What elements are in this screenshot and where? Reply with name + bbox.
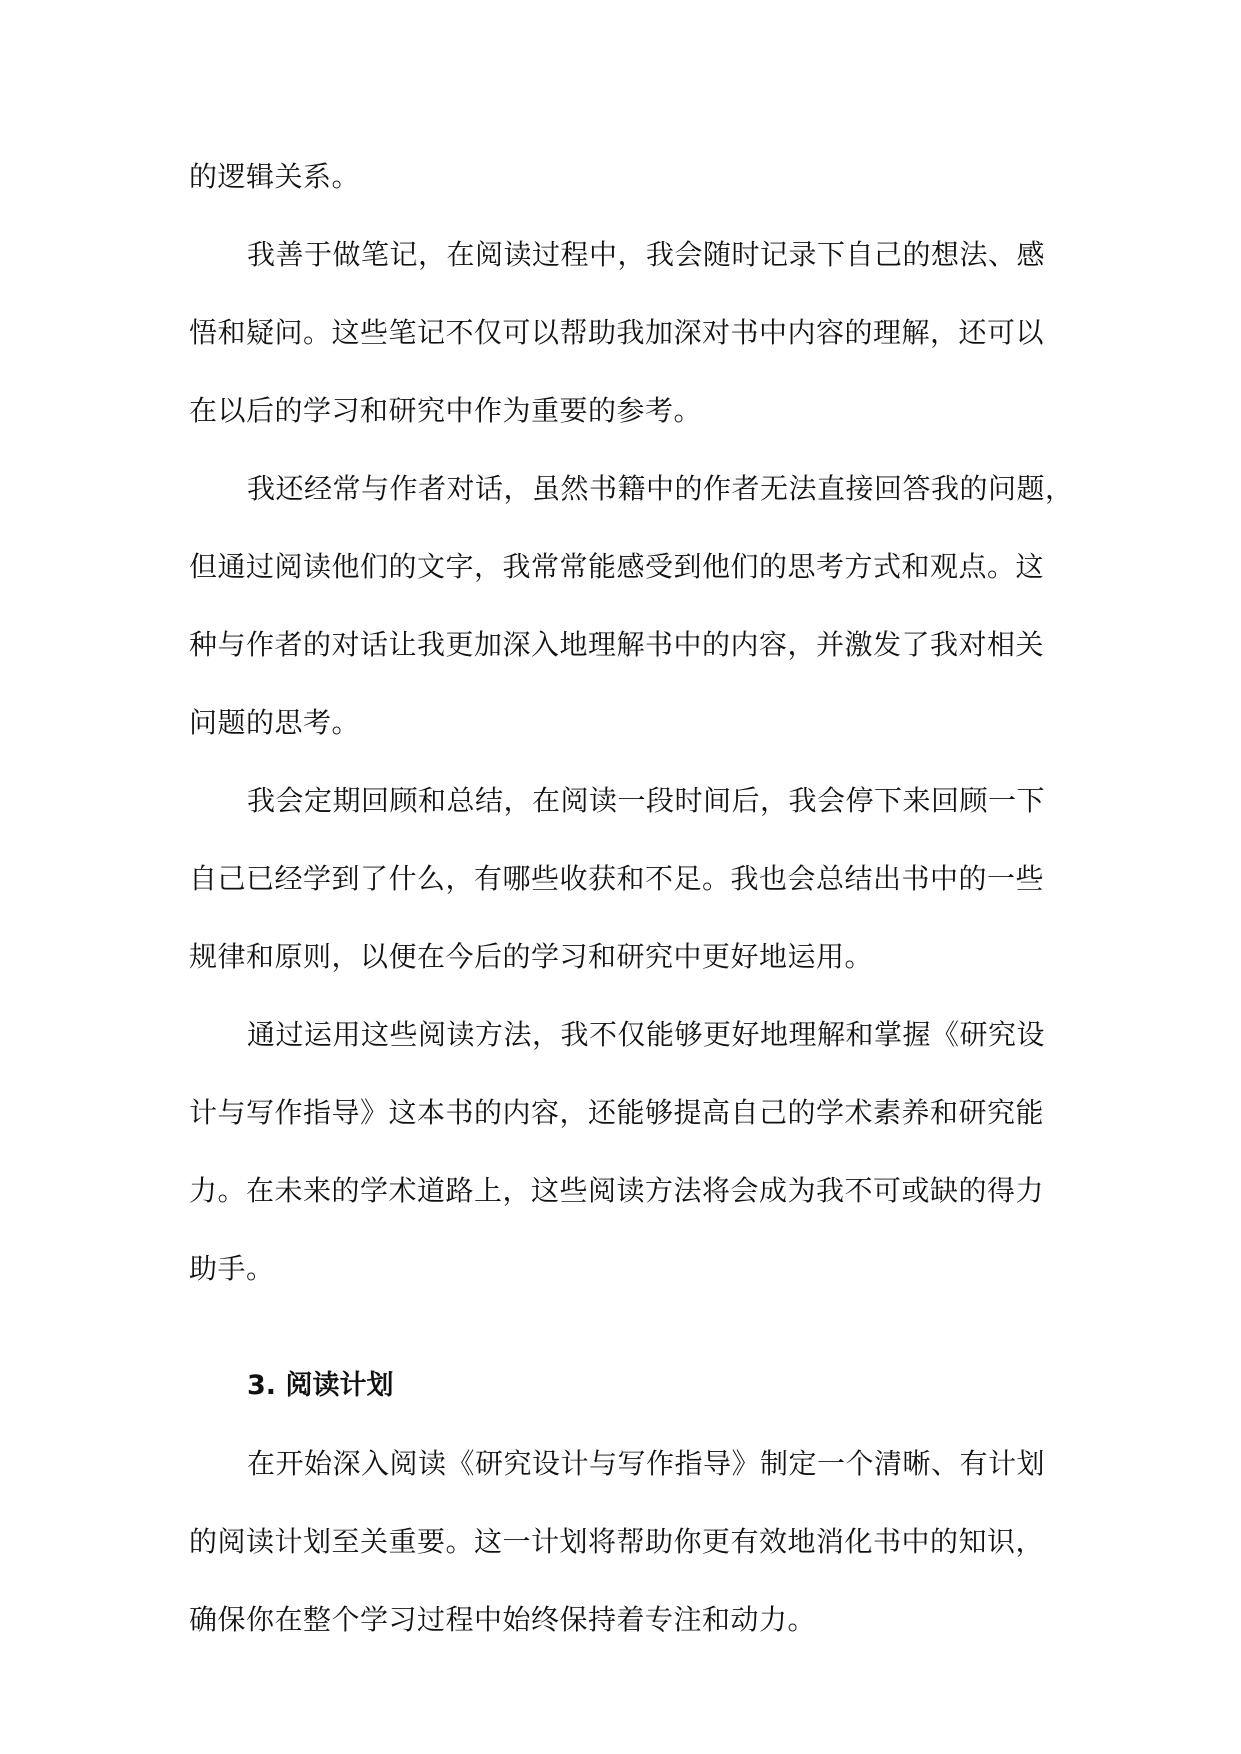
text-line: 但通过阅读他们的文字，我常常能感受到他们的思考方式和观点。这 <box>189 550 1045 583</box>
text-line: 悟和疑问。这些笔记不仅可以帮助我加深对书中内容的理解，还可以 <box>189 316 1045 349</box>
paragraph-dialogue <box>189 450 1074 762</box>
text-line: 力。在未来的学术道路上，这些阅读方法将会成为我不可或缺的得力 <box>189 1174 1045 1207</box>
paragraph-logic <box>189 138 1055 216</box>
text-line: 问题的思考。 <box>189 706 361 739</box>
text-line: 种与作者的对话让我更加深入地理解书中的内容，并激发了我对相关 <box>189 628 1045 661</box>
text-line: 的逻辑关系。 <box>189 160 361 193</box>
paragraph-review <box>189 762 1055 996</box>
text-line: 规律和原则，以便在今后的学习和研究中更好地运用。 <box>189 940 874 973</box>
document-page <box>189 138 1074 1659</box>
text-line: 在开始深入阅读《研究设计与写作指导》制定一个清晰、有计划 <box>247 1447 1046 1480</box>
text-line: 助手。 <box>189 1252 275 1285</box>
section-spacer <box>189 1308 1055 1347</box>
paragraph-conclusion <box>189 996 1055 1308</box>
text-line: 我善于做笔记，在阅读过程中，我会随时记录下自己的想法、感 <box>247 238 1046 271</box>
paragraph-notes <box>189 216 1055 450</box>
text-line: 计与写作指导》这本书的内容，还能够提高自己的学术素养和研究能 <box>189 1096 1045 1129</box>
text-line: 在以后的学习和研究中作为重要的参考。 <box>189 394 703 427</box>
text-line: 我还经常与作者对话，虽然书籍中的作者无法直接回答我的问题， <box>247 472 1074 505</box>
text-line: 通过运用这些阅读方法，我不仅能够更好地理解和掌握《研究设 <box>247 1018 1046 1051</box>
text-line: 我会定期回顾和总结，在阅读一段时间后，我会停下来回顾一下 <box>247 784 1046 817</box>
paragraph-reading-plan <box>189 1425 1055 1659</box>
text-line: 自己已经学到了什么，有哪些收获和不足。我也会总结出书中的一些 <box>189 862 1045 895</box>
text-line: 确保你在整个学习过程中始终保持着专注和动力。 <box>189 1603 817 1636</box>
section-heading: 3. 阅读计划 <box>247 1370 394 1401</box>
text-line: 的阅读计划至关重要。这一计划将帮助你更有效地消化书中的知识， <box>189 1525 1045 1558</box>
